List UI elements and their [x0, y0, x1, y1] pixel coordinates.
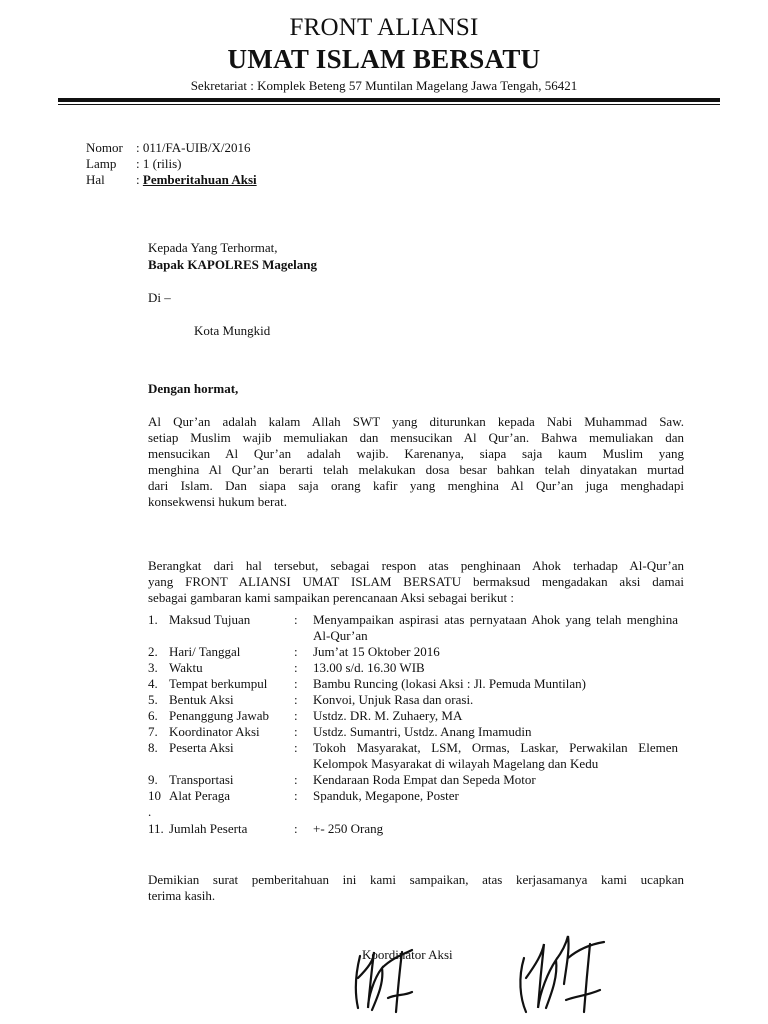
paragraph-line: mensucikan Al Qur’an adalah wajib. Karenanya, siapa saja kaum Muslim yang — [148, 446, 684, 461]
detail-item — [148, 821, 688, 837]
recipient-di: Di – — [148, 290, 171, 305]
detail-label: Peserta Aksi — [169, 740, 234, 755]
detail-value: Ustdz. DR. M. Zuhaery, MA — [313, 708, 463, 723]
detail-label: Bentuk Aksi — [169, 692, 234, 707]
detail-number: 4. — [148, 676, 158, 691]
letterhead-rule-thick — [58, 98, 720, 102]
detail-number: 5. — [148, 692, 158, 707]
paragraph-line: terima kasih. — [148, 888, 216, 903]
detail-item — [148, 644, 688, 660]
detail-number: 10 — [148, 788, 161, 803]
paragraph-line: yang FRONT ALIANSI UMAT ISLAM BERSATU bermaksud mengadakan aksi damai — [148, 574, 684, 589]
meta-key: Lamp — [86, 156, 117, 171]
paragraph-line: Berangkat dari hal tersebut, sebagai respon atas penghinaan Ahok terhadap Al-Qur’an — [148, 558, 684, 573]
detail-item — [148, 612, 688, 644]
detail-number: 9. — [148, 772, 158, 787]
signature-left — [348, 938, 438, 1018]
detail-item — [148, 692, 688, 708]
meta-value — [136, 172, 257, 188]
meta-key: Hal — [86, 172, 105, 187]
recipient-name: Bapak KAPOLRES Magelang — [148, 257, 318, 272]
detail-colon: : — [294, 740, 298, 755]
paragraph-1 — [148, 414, 684, 510]
detail-label: Jumlah Peserta — [169, 821, 248, 836]
detail-label: Koordinator Aksi — [169, 724, 260, 739]
detail-item — [148, 772, 688, 788]
detail-colon: : — [294, 788, 298, 803]
detail-colon: : — [294, 612, 298, 627]
detail-value: Spanduk, Megapone, Poster — [313, 788, 459, 803]
detail-item — [148, 724, 688, 740]
salutation: Dengan hormat, — [148, 381, 239, 396]
detail-colon: : — [294, 724, 298, 739]
detail-item — [148, 740, 688, 772]
detail-number: 3. — [148, 660, 158, 675]
paragraph-line: Demikian surat pemberitahuan ini kami sampaikan, atas kerjasamanya kami ucapkan — [148, 872, 684, 887]
closing-paragraph — [148, 872, 684, 904]
subject-text: Pemberitahuan Aksi — [142, 172, 257, 187]
detail-item — [148, 660, 688, 676]
signature-right — [510, 928, 620, 1018]
detail-value: Menyampaikan aspirasi atas pernyataan Ahok yang telah menghina Al-Qur’an — [313, 612, 678, 643]
detail-label: Alat Peraga — [169, 788, 231, 803]
detail-colon: : — [294, 772, 298, 787]
meta-key: Nomor — [86, 140, 123, 155]
detail-number: 7. — [148, 724, 158, 739]
detail-item — [148, 804, 688, 820]
detail-label: Hari/ Tanggal — [169, 644, 241, 659]
detail-value: +- 250 Orang — [313, 821, 384, 836]
detail-number: 11. — [148, 821, 164, 836]
meta-value: : 1 (rilis) — [136, 156, 182, 171]
detail-label: Maksud Tujuan — [169, 612, 251, 627]
meta-colon: : — [136, 172, 143, 187]
detail-label: Waktu — [169, 660, 203, 675]
detail-colon: : — [294, 644, 298, 659]
detail-item — [148, 708, 688, 724]
detail-item — [148, 676, 688, 692]
paragraph-line: setiap Muslim wajib memuliakan dan mensucikan Al Qur’an. Bahwa memuliakan dan — [148, 430, 684, 445]
detail-number: 6. — [148, 708, 158, 723]
action-details-list — [148, 612, 688, 837]
detail-colon: : — [294, 821, 298, 836]
detail-colon: : — [294, 708, 298, 723]
detail-number: 8. — [148, 740, 158, 755]
detail-value: 13.00 s/d. 16.30 WIB — [313, 660, 425, 675]
detail-number: . — [148, 804, 152, 819]
detail-value: Jum’at 15 Oktober 2016 — [313, 644, 440, 659]
secretariat-address: Sekretariat : Komplek Beteng 57 Muntilan Magelang Jawa Tengah, 56421 — [190, 78, 578, 93]
detail-value: Kendaraan Roda Empat dan Sepeda Motor — [313, 772, 536, 787]
detail-label: Tempat berkumpul — [169, 676, 268, 691]
paragraph-line: sebagai gambaran kami sampaikan perencanaan Aksi sebagai berikut : — [148, 590, 515, 605]
detail-colon: : — [294, 692, 298, 707]
detail-item — [148, 788, 688, 804]
recipient-place: Kota Mungkid — [194, 323, 271, 338]
detail-label: Penanggung Jawab — [169, 708, 270, 723]
paragraph-2 — [148, 558, 684, 606]
paragraph-line: Al Qur’an adalah kalam Allah SWT yang diturunkan kepada Nabi Muhammad Saw. — [148, 414, 684, 429]
signatory-title: Koordinator Aksi — [362, 947, 453, 962]
recipient-greeting: Kepada Yang Terhormat, — [148, 240, 278, 255]
detail-colon: : — [294, 660, 298, 675]
detail-value: Konvoi, Unjuk Rasa dan orasi. — [313, 692, 474, 707]
meta-value: : 011/FA-UIB/X/2016 — [136, 140, 251, 155]
paragraph-line: konsekwensi hukum berat. — [148, 494, 288, 509]
detail-value: Ustdz. Sumantri, Ustdz. Anang Imamudin — [313, 724, 532, 739]
detail-number: 2. — [148, 644, 158, 659]
detail-value: Bambu Runcing (lokasi Aksi : Jl. Pemuda Muntilan) — [313, 676, 586, 691]
org-name-line2: UMAT ISLAM BERSATU — [227, 44, 541, 74]
detail-number: 1. — [148, 612, 158, 627]
letterhead-rule-thin — [58, 104, 720, 105]
paragraph-line: menghina Al Qur’an berarti telah melakukan dosa besar bahkan telah dinyatakan murtad — [148, 462, 684, 477]
detail-label: Transportasi — [169, 772, 234, 787]
detail-value: Tokoh Masyarakat, LSM, Ormas, Laskar, Perwakilan Elemen Kelompok Masyarakat di wilayah Magelang dan Kedu — [313, 740, 678, 771]
paragraph-line: dari Islam. Dan siapa saja orang kafir yang menghina Al Qur’an juga menghadapi — [148, 478, 684, 493]
detail-colon: : — [294, 676, 298, 691]
org-name-line1: FRONT ALIANSI — [289, 14, 479, 41]
